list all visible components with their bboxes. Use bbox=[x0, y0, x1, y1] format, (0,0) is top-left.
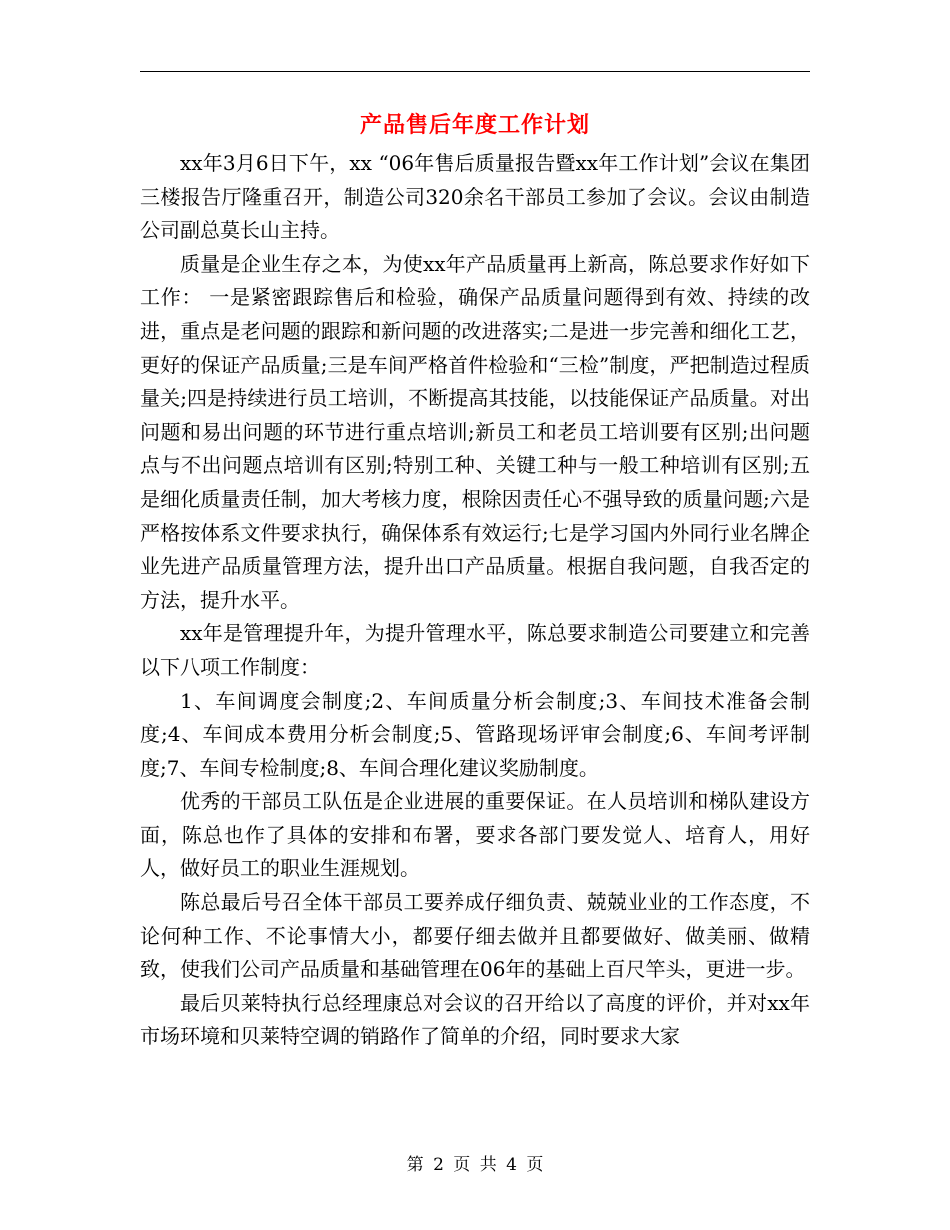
header-rule bbox=[140, 71, 810, 72]
paragraph-staff-training: 优秀的干部员工队伍是企业进展的重要保证。在人员培训和梯队建设方面，陈总也作了具体的安排和布署，要求各部门要发觉人、培育人，用好人，做好员工的职业生涯规划。 bbox=[140, 789, 810, 881]
page-number-footer: 第 2 页 共 4 页 bbox=[406, 1155, 544, 1175]
paragraph-closing-call: 陈总最后号召全体干部员工要养成仔细负责、兢兢业业的工作态度，不论何种工作、不论事情大小，都要仔细去做并且都要做好、做美丽、做精致，使我们公司产品质量和基础管理在06年的基础上百尺竿头，更进一步。 bbox=[140, 890, 810, 982]
paragraph-meeting-intro: xx年3月6日下午，xx “06年售后质量报告暨xx年工作计划”会议在集团三楼报告厅隆重召开，制造公司320余名干部员工参加了会议。会议由制造公司副总莫长山主持。 bbox=[140, 151, 810, 243]
document-title: 产品售后年度工作计划 bbox=[359, 112, 590, 138]
paragraph-final-remarks: 最后贝莱特执行总经理康总对会议的召开给以了高度的评价，并对xx年市场环境和贝莱特空调的销路作了简单的介绍，同时要求大家 bbox=[140, 990, 810, 1049]
paragraph-eight-systems: 1、车间调度会制度;2、车间质量分析会制度;3、车间技术准备会制度;4、车间成本费用分析会制度;5、管路现场评审会制度;6、车间考评制度;7、车间专检制度;8、车间合理化建议奖励制度。 bbox=[140, 688, 810, 780]
paragraph-management-year: xx年是管理提升年，为提升管理水平，陈总要求制造公司要建立和完善以下八项工作制度： bbox=[140, 621, 810, 679]
document-body bbox=[140, 147, 810, 1054]
paragraph-quality-requirements: 质量是企业生存之本，为使xx年产品质量再上新高，陈总要求作好如下工作： 一是紧密跟踪售后和检验，确保产品质量问题得到有效、持续的改进，重点是老问题的跟踪和新问题的改进落实;二是进一步完善和细化工艺，更好的保证产品质量;三是车间严格首件检验和“三检”制度，严把制造过程质量关;四是持续进行员工培训，不断提高其技能，以技能保证产品质量。对出问题和易出问题的环节进行重点培训;新员工和老员工培训要有区别;出问题点与不出问题点培训有区别;特别工种、关键工种与一般工种培训有区别;五是细化质量责任制，加大考核力度，根除因责任心不强导致的质量问题;六是严格按体系文件要求执行，确保体系有效运行;七是学习国内外同行业名牌企业先进产品质量管理方法，提升出口产品质量。根据自我问题，自我否定的方法，提升水平。 bbox=[140, 251, 810, 612]
